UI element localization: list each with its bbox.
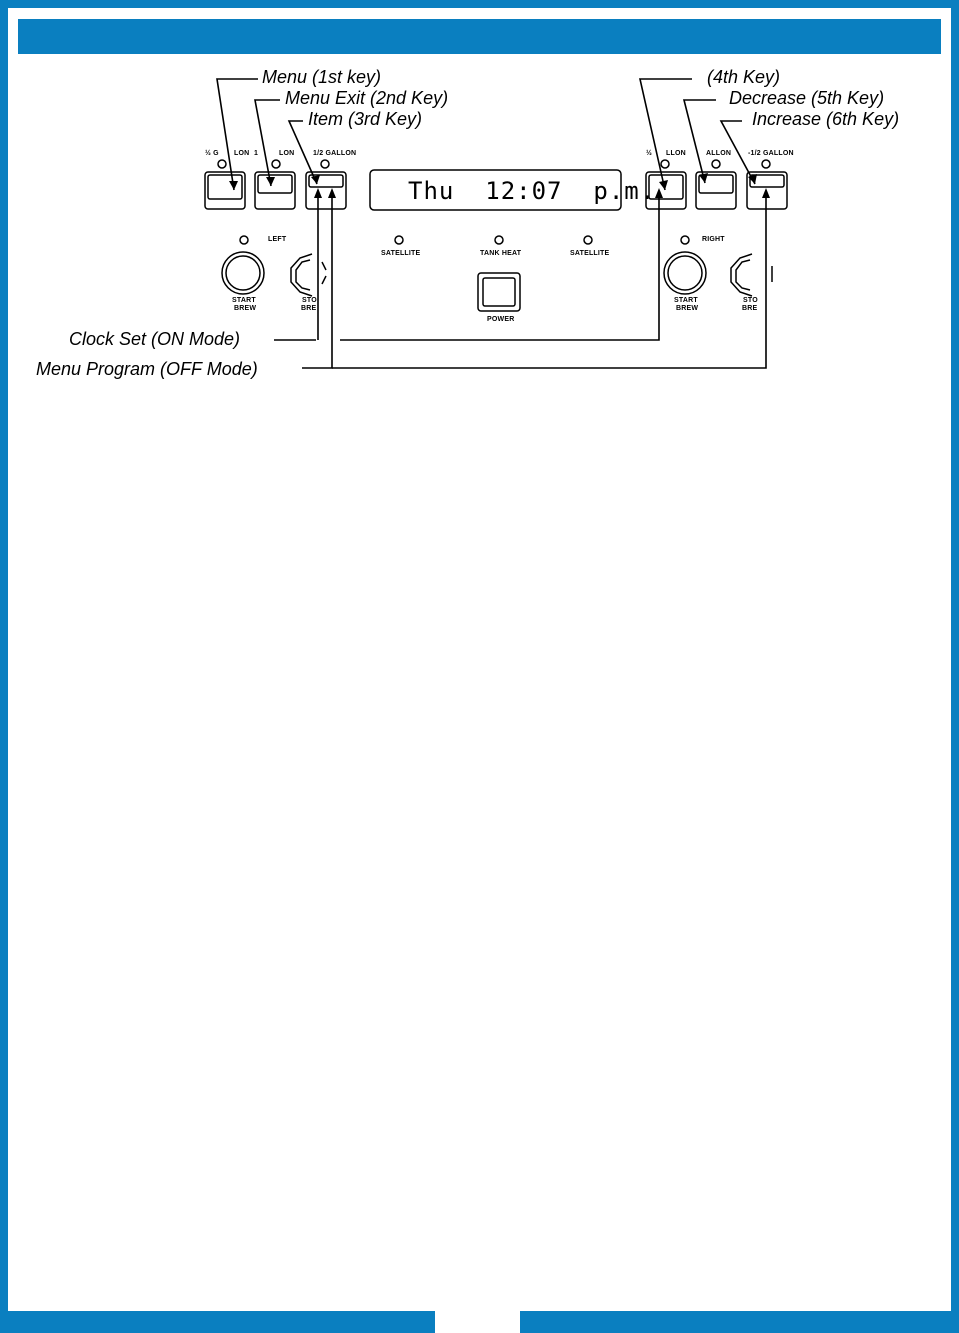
label-start-left-1: START — [232, 297, 256, 304]
callout-clock-set: Clock Set (ON Mode) — [69, 329, 241, 349]
start-brew-right — [664, 252, 706, 294]
start-brew-left — [222, 252, 264, 294]
callout-menu-program: Menu Program (OFF Mode) — [36, 359, 258, 379]
callout-increase: Increase (6th Key) — [752, 109, 900, 129]
label-stop-right-1: STO — [743, 297, 758, 304]
label-right-key3: -1/2 GALLON — [748, 150, 794, 157]
label-right-key1: ½ — [646, 150, 653, 157]
label-right-key1b: LLON — [666, 150, 686, 157]
label-start-right-1: START — [674, 297, 698, 304]
key-1 — [205, 172, 245, 209]
label-start-right-2: BREW — [676, 305, 699, 312]
label-left-key1: ½ G — [205, 150, 219, 157]
callout-decrease: Decrease (5th Key) — [729, 88, 885, 108]
label-start-left-2: BREW — [234, 305, 257, 312]
key-2 — [255, 172, 295, 209]
label-stop-left-1: STO — [302, 297, 317, 304]
label-left-key2: 1 — [254, 150, 259, 157]
callout-item: Item (3rd Key) — [308, 109, 423, 129]
label-left-key1b: LON — [234, 150, 250, 157]
label-satellite-left: SATELLITE — [381, 250, 421, 257]
label-tank-heat: TANK HEAT — [480, 250, 522, 257]
label-stop-left-2: BRE — [301, 305, 317, 312]
label-right: RIGHT — [702, 236, 725, 243]
label-left-key3: 1/2 GALLON — [313, 150, 357, 157]
label-power: POWER — [487, 316, 515, 323]
label-left: LEFT — [268, 236, 287, 243]
display-text: Thu 12:07 p.m. — [408, 177, 656, 205]
callout-menu: Menu (1st key) — [262, 67, 382, 87]
callout-fourth-key: (4th Key) — [707, 67, 781, 87]
label-stop-right-2: BRE — [742, 305, 758, 312]
label-satellite-right: SATELLITE — [570, 250, 610, 257]
callout-menu-exit: Menu Exit (2nd Key) — [285, 88, 449, 108]
label-left-key2b: LON — [279, 150, 295, 157]
label-right-key2: ALLON — [706, 150, 732, 157]
